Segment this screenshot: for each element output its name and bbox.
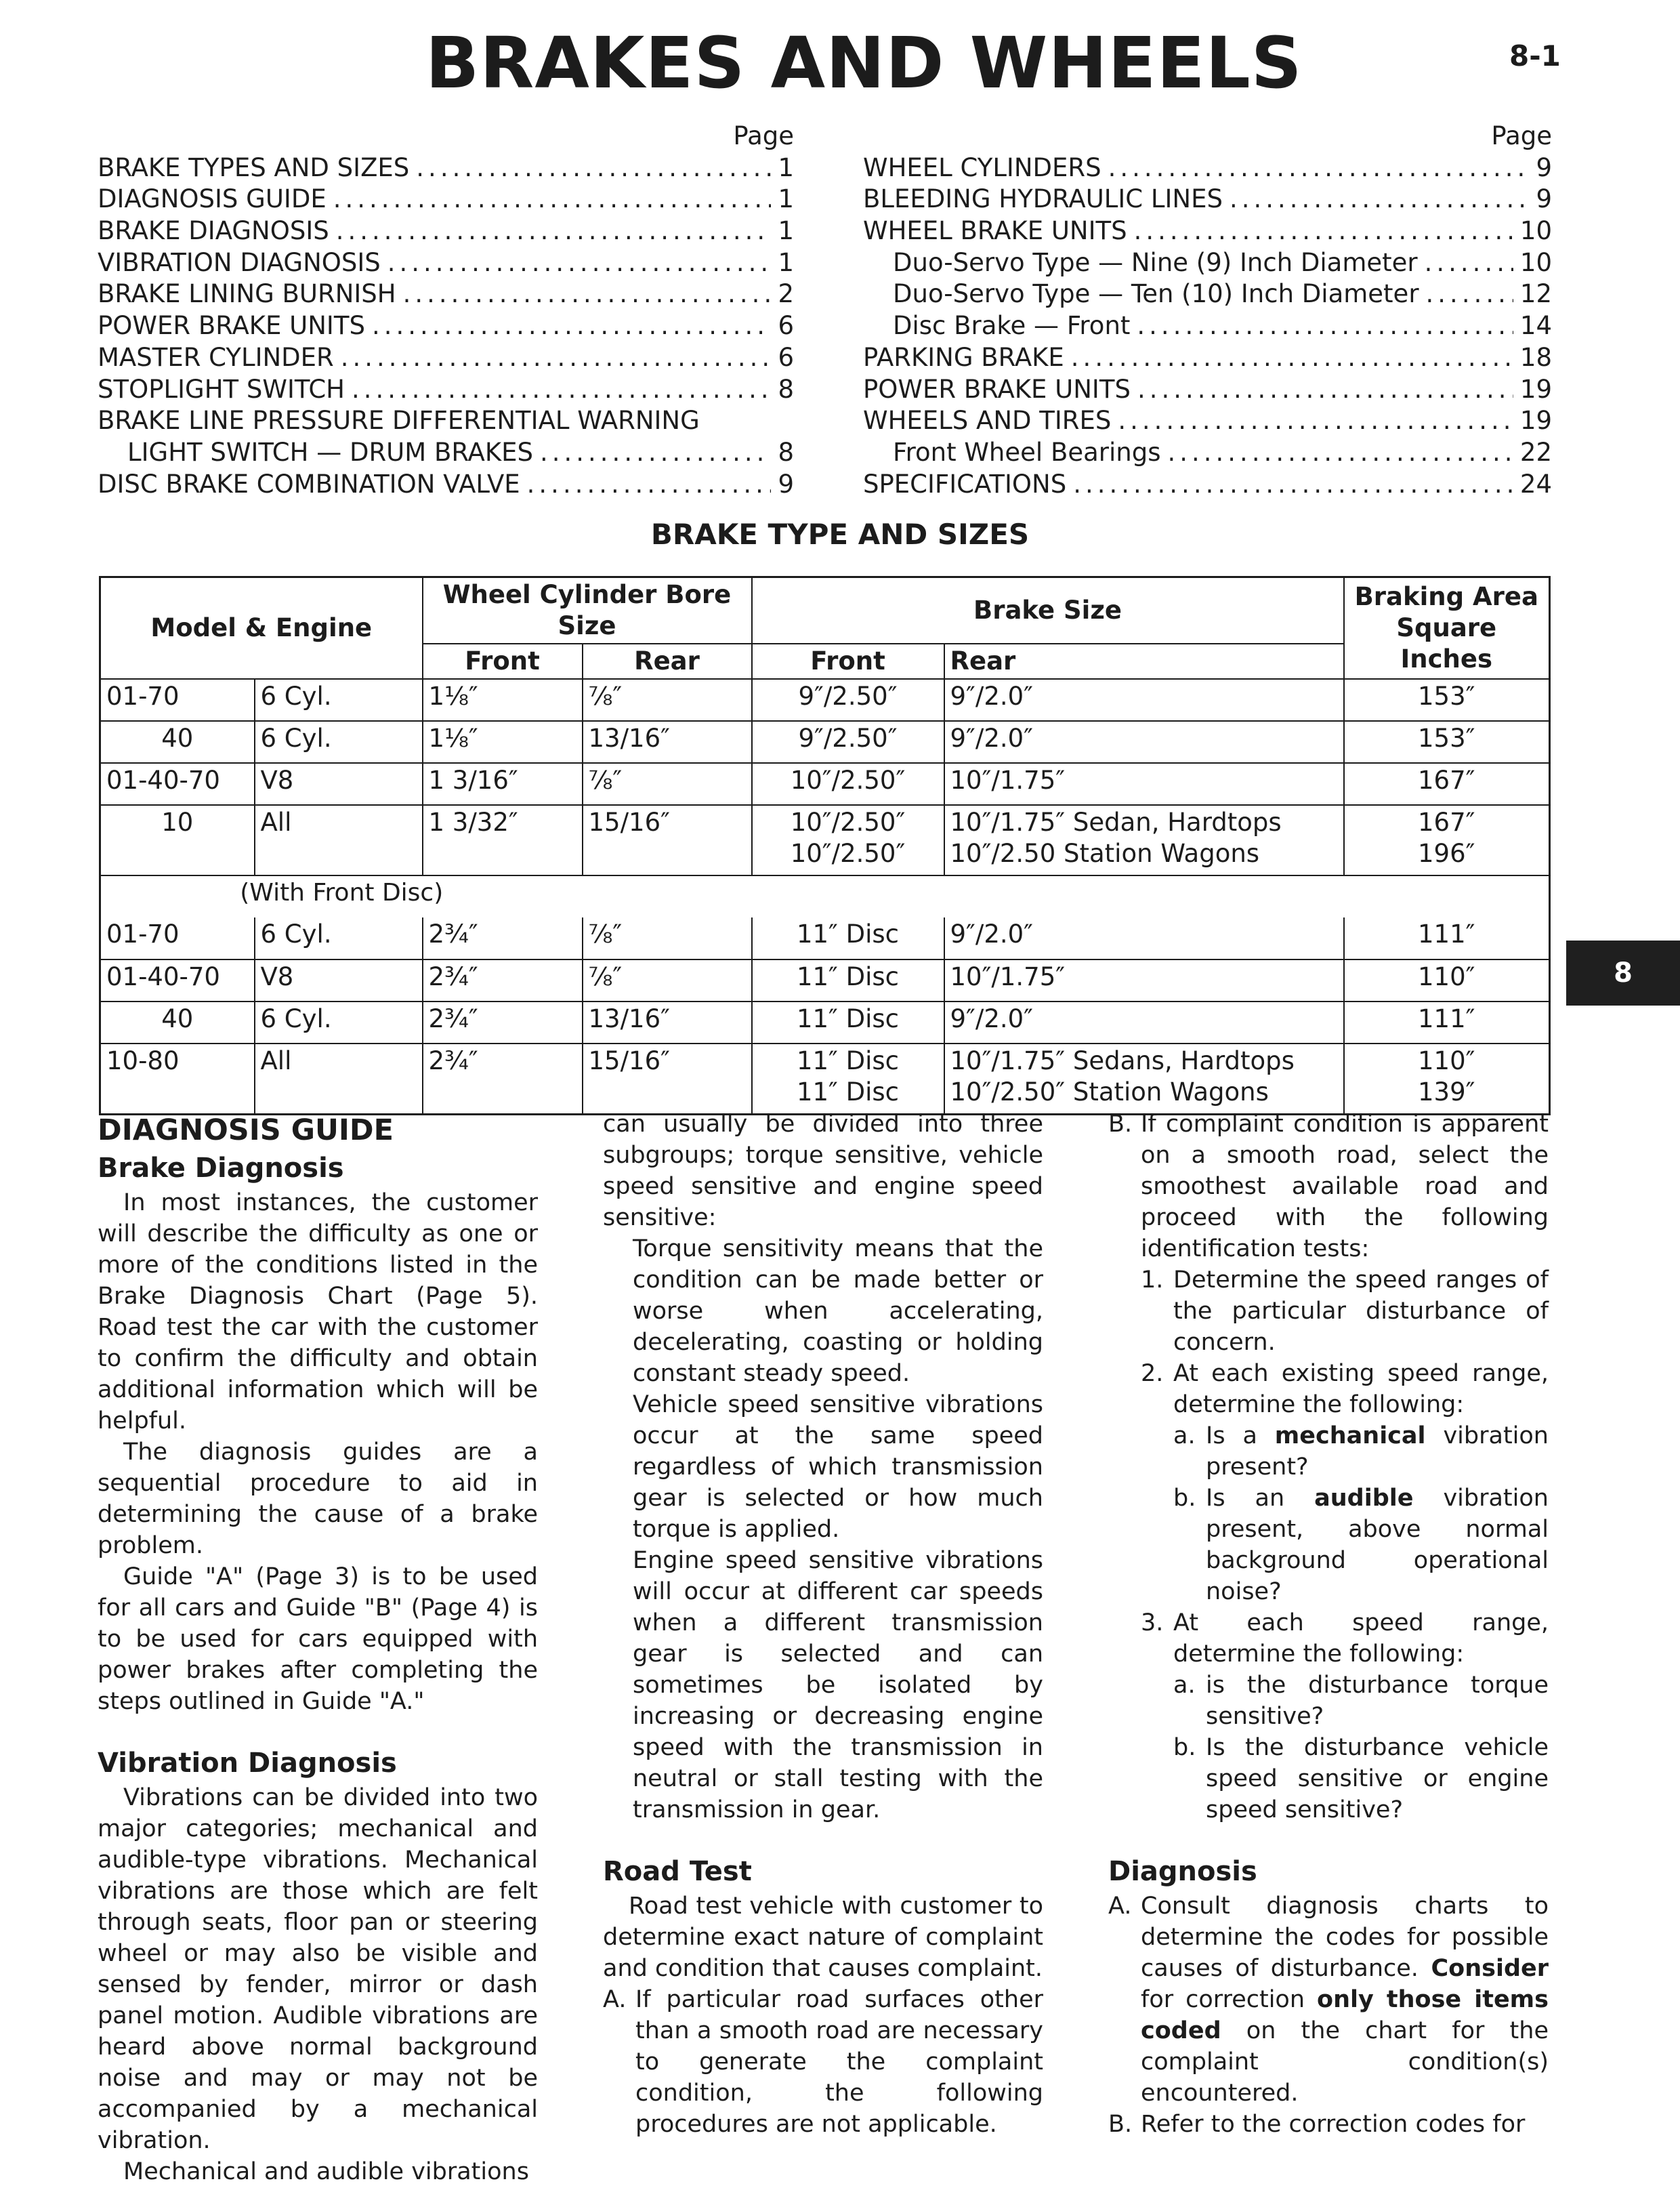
cell-bore-rear (583, 917, 752, 959)
cell-brake-front-text: 11″ Disc (796, 1004, 900, 1033)
cell-bore-front-text: 1⅛″ (428, 724, 478, 753)
cell-braking-area-text: 139″ (1418, 1077, 1475, 1107)
toc-entry[interactable] (98, 469, 794, 501)
cell-engine (255, 679, 423, 721)
cell-braking-area (1344, 959, 1550, 1002)
toc-entry[interactable] (863, 278, 1552, 310)
cell-brake-front-text: 11″ Disc (796, 920, 900, 949)
toc-entry-page: 1 (778, 152, 794, 182)
text-run-bold: mechanical (1274, 1422, 1426, 1449)
cell-braking-area-text: 153″ (1418, 724, 1475, 753)
cell-brake-rear (944, 959, 1344, 1002)
list-label: a. (1173, 1422, 1196, 1449)
toc-entry[interactable] (863, 310, 1552, 342)
toc-leader-dots (1425, 247, 1513, 279)
toc-leader-dots (540, 437, 771, 469)
toc-entry-page: 22 (1519, 437, 1552, 467)
toc-leader-dots (1137, 310, 1513, 342)
cell-brake-front-text: 11″ Disc (796, 1077, 900, 1107)
toc-entry-page: 19 (1519, 406, 1552, 436)
toc-entry-label: WHEEL BRAKE UNITS (863, 216, 1127, 246)
list-label: 2. (1141, 1360, 1164, 1387)
cell-bore-rear (583, 959, 752, 1002)
toc-entry-label: LIGHT SWITCH — DRUM BRAKES (127, 437, 533, 467)
cell-brake-rear (944, 1044, 1344, 1114)
cell-braking-area-text: 196″ (1418, 839, 1475, 868)
note-spacer (583, 875, 1550, 917)
body-column-1 (98, 1109, 538, 2187)
cell-braking-area (1344, 917, 1550, 959)
header-model-engine: Model & Engine (100, 577, 423, 680)
cell-braking-area-text: 153″ (1418, 682, 1475, 711)
cell-bore-rear-text: 15/16″ (588, 1046, 670, 1075)
cell-brake-front-text: 10″/2.50″ (790, 808, 906, 837)
toc-entry[interactable] (98, 247, 794, 279)
cell-bore-front (423, 1002, 583, 1044)
cell-model-text: 01-40-70 (106, 962, 220, 991)
cell-brake-rear-text: 9″/2.0″ (950, 920, 1033, 949)
list-text: Refer to the correction codes for (1141, 2111, 1526, 2138)
cell-brake-rear-text: 10″/1.75″ Sedans, Hardtops (950, 1046, 1295, 1075)
text-run-bold: only those items coded (1141, 1986, 1549, 2044)
table-row (100, 805, 1550, 875)
list-label: b. (1173, 1734, 1196, 1761)
cell-model (100, 1002, 255, 1044)
cell-model (100, 805, 255, 875)
list-text (1206, 1420, 1549, 1483)
list-item (1108, 1670, 1549, 1732)
text-run: vibration present? (1206, 1422, 1549, 1481)
toc-entry-page: 6 (778, 342, 794, 372)
paragraph: Mechanical and audible vibrations (123, 2158, 529, 2185)
toc-entry-page: 24 (1519, 469, 1552, 499)
section-heading-diagnosis-guide: DIAGNOSIS GUIDE (98, 1113, 394, 1147)
toc-leader-dots (416, 152, 771, 184)
list-item (1108, 1420, 1549, 1483)
toc-leader-dots (336, 215, 772, 247)
cell-braking-area (1344, 679, 1550, 721)
cell-model-text: 40 (161, 724, 194, 753)
text-run-bold: Consider (1431, 1955, 1549, 1982)
cell-braking-area-text: 110″ (1418, 1046, 1475, 1075)
cell-brake-rear (944, 917, 1344, 959)
header-brake-rear: Rear (944, 644, 1344, 679)
toc-entry-page: 9 (1536, 184, 1552, 214)
toc-leader-dots (1230, 184, 1529, 215)
cell-brake-rear-text: 10″/2.50″ Station Wagons (950, 1077, 1269, 1107)
toc-leader-dots (1137, 374, 1513, 406)
cell-bore-front (423, 805, 583, 875)
cell-model-text: 40 (161, 1004, 194, 1033)
toc-entry[interactable] (98, 184, 794, 215)
toc-entry-page: 6 (778, 311, 794, 341)
page-title: BRAKES AND WHEELS (425, 22, 1303, 104)
toc-entry[interactable] (98, 152, 794, 184)
list-item (603, 1984, 1043, 2140)
table-row (100, 1002, 1550, 1044)
toc-entry-label: WHEEL CYLINDERS (863, 152, 1101, 182)
toc-entry-label: PARKING BRAKE (863, 342, 1064, 372)
cell-engine-text: 6 Cyl. (260, 1004, 332, 1033)
cell-brake-front (752, 805, 944, 875)
cell-brake-rear (944, 805, 1344, 875)
cell-bore-rear (583, 679, 752, 721)
paragraph: Engine speed sensitive vibrations will occur at different car speeds when a different transmission gear is selected and can sometimes be isolated by increasing or decreasing engine speed with the transmission in neutral or stall testing with the transmission in gear. (633, 1547, 1043, 1823)
toc-entry[interactable] (98, 342, 794, 374)
body-column-2 (603, 1109, 1043, 2140)
cell-brake-rear-text: 9″/2.0″ (950, 682, 1033, 711)
cell-brake-front (752, 959, 944, 1002)
toc-page-heading: Page (1491, 121, 1552, 150)
disc-note: (With Front Disc) (100, 875, 583, 917)
section-tab[interactable]: 8 (1566, 941, 1680, 1006)
cell-bore-front (423, 679, 583, 721)
list-text: If particular road surfaces other than a smooth road are necessary to generate the complaint condition, the following procedures are not applicable. (635, 1986, 1043, 2138)
toc-entry-label: BLEEDING HYDRAULIC LINES (863, 184, 1223, 214)
toc-leader-dots (1426, 278, 1513, 310)
toc-entry-page: 8 (778, 437, 794, 467)
header-braking-area-line2: Square Inches (1396, 613, 1497, 674)
toc-leader-dots (341, 342, 772, 374)
cell-engine (255, 805, 423, 875)
toc-entry[interactable] (863, 374, 1552, 406)
cell-brake-front-text: 9″/2.50″ (798, 682, 898, 711)
table-row (100, 763, 1550, 805)
cell-braking-area-text: 167″ (1418, 808, 1475, 837)
cell-model-text: 01-70 (106, 682, 180, 711)
table-row (100, 679, 1550, 721)
toc-entry-page: 18 (1519, 342, 1552, 372)
toc-right (863, 121, 1552, 500)
cell-brake-rear (944, 1002, 1344, 1044)
cell-bore-rear-text: 15/16″ (588, 808, 670, 837)
cell-braking-area (1344, 805, 1550, 875)
toc-entry-page: 1 (778, 216, 794, 246)
cell-brake-rear-text: 9″/2.0″ (950, 724, 1033, 753)
cell-bore-rear (583, 1002, 752, 1044)
cell-braking-area-text: 167″ (1418, 766, 1475, 795)
cell-bore-rear (583, 805, 752, 875)
cell-engine (255, 763, 423, 805)
cell-bore-rear-text: ⅞″ (588, 766, 623, 795)
subheading-road-test: Road Test (603, 1856, 752, 1887)
cell-brake-front (752, 1044, 944, 1114)
cell-brake-rear (944, 721, 1344, 763)
toc-leader-dots (352, 374, 771, 406)
header-bore-size: Wheel Cylinder Bore Size (423, 577, 752, 644)
toc-entry[interactable] (98, 278, 794, 310)
toc-leader-dots (1071, 342, 1513, 374)
cell-brake-rear-text: 10″/1.75″ (950, 766, 1066, 795)
paragraph: In most instances, the customer will describe the difficulty as one or more of the conditions listed in the Brake Diagnosis Chart (Page 5). Road test the car with the customer to confirm the difficulty and obtain additional information which will be helpful. (98, 1189, 538, 1434)
cell-bore-front (423, 959, 583, 1002)
toc-entry[interactable] (98, 405, 794, 437)
cell-model (100, 959, 255, 1002)
toc-entry-label: BRAKE LINING BURNISH (98, 279, 396, 309)
toc-entry-label: Duo-Servo Type — Ten (10) Inch Diameter (893, 279, 1419, 309)
list-label: B. (1108, 1111, 1133, 1138)
list-label: a. (1173, 1672, 1196, 1699)
toc-entry-page: 14 (1519, 311, 1552, 341)
toc-entry[interactable] (863, 437, 1552, 469)
cell-model-text: 10 (161, 808, 194, 837)
list-item (1108, 1607, 1549, 1670)
cell-bore-front (423, 917, 583, 959)
text-run: vibration present, above normal background operational noise? (1206, 1485, 1549, 1605)
cell-bore-rear-text: ⅞″ (588, 920, 623, 949)
table-title: BRAKE TYPE AND SIZES (650, 518, 1030, 551)
list-item (1108, 2109, 1549, 2140)
toc-entry-page: 8 (778, 374, 794, 404)
toc-entry-page: 1 (778, 247, 794, 277)
cell-engine-text: 6 Cyl. (260, 920, 332, 949)
toc-entry[interactable] (863, 469, 1552, 501)
toc-entry-label: STOPLIGHT SWITCH (98, 374, 345, 404)
cell-engine-text: All (260, 1046, 292, 1075)
cell-bore-rear (583, 721, 752, 763)
cell-brake-front (752, 679, 944, 721)
cell-brake-front (752, 763, 944, 805)
cell-bore-rear-text: 13/16″ (588, 1004, 670, 1033)
text-run: Is an (1206, 1485, 1315, 1512)
list-item (1108, 1483, 1549, 1607)
list-label: 1. (1141, 1266, 1164, 1294)
cell-brake-rear-text: 10″/1.75″ Sedan, Hardtops (950, 808, 1282, 837)
toc-entry[interactable] (98, 374, 794, 406)
cell-bore-rear-text: ⅞″ (588, 682, 623, 711)
cell-brake-front-text: 11″ Disc (796, 1046, 900, 1075)
toc-entry-label: Duo-Servo Type — Nine (9) Inch Diameter (893, 247, 1418, 277)
toc-entry[interactable] (863, 405, 1552, 437)
toc-entry-page: 1 (778, 184, 794, 214)
toc-page-heading: Page (733, 121, 794, 150)
table-row-note (100, 875, 1550, 917)
paragraph: Road test vehicle with customer to determine exact nature of complaint and condition that causes complaint. (603, 1893, 1043, 1982)
cell-brake-front-text: 10″/2.50″ (790, 766, 906, 795)
paragraph: can usually be divided into three subgroups; torque sensitive, vehicle speed sensitive and engine speed sensitive: (603, 1111, 1043, 1231)
cell-braking-area-text: 111″ (1418, 1004, 1475, 1033)
cell-bore-front-text: 1⅛″ (428, 682, 478, 711)
toc-left (98, 121, 794, 500)
cell-brake-rear-text: 10″/1.75″ (950, 962, 1066, 991)
cell-brake-front (752, 917, 944, 959)
toc-leader-dots (403, 278, 772, 310)
list-text: Determine the speed ranges of the particular disturbance of concern. (1173, 1266, 1549, 1356)
cell-brake-rear (944, 679, 1344, 721)
toc-leader-dots (1073, 469, 1513, 501)
cell-engine-text: All (260, 808, 292, 837)
toc-entry-page: 10 (1519, 247, 1552, 277)
cell-model-text: 10-80 (106, 1046, 180, 1075)
toc-entry-page: 2 (778, 279, 794, 309)
toc-entry-label: POWER BRAKE UNITS (98, 311, 365, 341)
paragraph: Torque sensitivity means that the condition can be made better or worse when accelerating, decelerating, coasting or holding constant steady speed. (633, 1235, 1043, 1387)
list-label: b. (1173, 1485, 1196, 1512)
cell-brake-front (752, 1002, 944, 1044)
list-text: Is the disturbance vehicle speed sensitive or engine speed sensitive? (1206, 1734, 1549, 1823)
paragraph: Vibrations can be divided into two major categories; mechanical and audible-type vibrations. Mechanical vibrations are those which are felt through seats, floor pan or steering wheel or may also be visible and sensed by fender, mirror or dash panel motion. Audible vibrations are heard above normal background noise and may or may not be accompanied by a mechanical vibration. (98, 1784, 538, 2154)
cell-bore-front (423, 721, 583, 763)
toc-entry-page: 12 (1519, 279, 1552, 309)
cell-bore-rear-text: ⅞″ (588, 962, 623, 991)
toc-entry-page: 9 (778, 469, 794, 499)
toc-leader-dots (1167, 437, 1513, 469)
cell-model-text: 01-70 (106, 920, 180, 949)
toc-entry[interactable] (863, 247, 1552, 279)
toc-entry[interactable] (863, 342, 1552, 374)
text-run: for correction (1141, 1986, 1318, 2013)
cell-model (100, 917, 255, 959)
text-run-bold: audible (1314, 1485, 1414, 1512)
list-item (1108, 1732, 1549, 1825)
toc-entry[interactable] (863, 215, 1552, 247)
list-text (1141, 1891, 1549, 2109)
cell-brake-front-text: 9″/2.50″ (798, 724, 898, 753)
cell-braking-area-text: 111″ (1418, 920, 1475, 949)
toc-entry-label: Front Wheel Bearings (893, 437, 1161, 467)
cell-bore-front-text: 2¾″ (428, 1046, 478, 1075)
cell-engine (255, 959, 423, 1002)
paragraph: The diagnosis guides are a sequential procedure to aid in determining the cause of a brake problem. (98, 1439, 538, 1559)
cell-brake-front (752, 721, 944, 763)
table-row (100, 917, 1550, 959)
toc-leader-dots (1108, 152, 1530, 184)
cell-bore-front-text: 1 3/32″ (428, 808, 518, 837)
cell-engine (255, 721, 423, 763)
cell-braking-area (1344, 721, 1550, 763)
header-braking-area (1344, 577, 1550, 680)
list-item (1108, 1891, 1549, 2109)
cell-model (100, 679, 255, 721)
list-item (1108, 1264, 1549, 1358)
subheading-vibration-diagnosis: Vibration Diagnosis (98, 1748, 397, 1779)
toc-entry-label: BRAKE DIAGNOSIS (98, 216, 329, 246)
cell-engine (255, 1044, 423, 1114)
subheading-brake-diagnosis: Brake Diagnosis (98, 1153, 344, 1184)
toc-entry-label: DIAGNOSIS GUIDE (98, 184, 327, 214)
cell-bore-rear (583, 1044, 752, 1114)
cell-engine (255, 917, 423, 959)
body-column-3 (1108, 1109, 1549, 2140)
cell-model-text: 01-40-70 (106, 766, 220, 795)
cell-brake-rear-text: 10″/2.50 Station Wagons (950, 839, 1260, 868)
toc-entry[interactable] (98, 215, 794, 247)
toc-entry-label: Disc Brake — Front (893, 311, 1131, 341)
cell-engine-text: 6 Cyl. (260, 724, 332, 753)
toc-entry-page: 10 (1519, 216, 1552, 246)
cell-engine-text: V8 (260, 962, 294, 991)
toc-entry[interactable] (98, 310, 794, 342)
text-run: on the chart for the complaint condition(s) encountered. (1141, 2017, 1549, 2107)
cell-brake-rear (944, 763, 1344, 805)
toc-leader-dots (372, 310, 772, 342)
list-text: At each existing speed range, determine the following: (1173, 1360, 1549, 1418)
paragraph: Vehicle speed sensitive vibrations occur at the same speed regardless of which transmission gear is selected or how much torque is applied. (633, 1391, 1043, 1543)
table-row (100, 1044, 1550, 1114)
table-row (100, 721, 1550, 763)
list-text: If complaint condition is apparent on a smooth road, select the smoothest available road and proceed with the following identification tests: (1141, 1111, 1549, 1262)
subheading-diagnosis: Diagnosis (1108, 1856, 1257, 1887)
toc-leader-dots (1118, 405, 1513, 437)
text-run: Is a (1206, 1422, 1275, 1449)
toc-entry[interactable] (863, 152, 1552, 184)
cell-braking-area (1344, 1002, 1550, 1044)
toc-entry-label: WHEELS AND TIRES (863, 406, 1112, 436)
cell-brake-front-text: 10″/2.50″ (790, 839, 906, 868)
list-text (1206, 1483, 1549, 1607)
toc-entry-label: POWER BRAKE UNITS (863, 374, 1131, 404)
text-run: Consult diagnosis charts to determine the codes for possible causes of disturbance. (1141, 1893, 1549, 1982)
list-text: At each speed range, determine the following: (1173, 1609, 1549, 1668)
header-bore-rear: Rear (583, 644, 752, 679)
list-text: is the disturbance torque sensitive? (1206, 1672, 1549, 1730)
toc-entry-label: MASTER CYLINDER (98, 342, 334, 372)
cell-bore-front-text: 2¾″ (428, 920, 478, 949)
toc-entry[interactable] (98, 437, 794, 469)
cell-bore-front-text: 2¾″ (428, 1004, 478, 1033)
paragraph: Guide "A" (Page 3) is to be used for all cars and Guide "B" (Page 4) is to be used for cars equipped with power brakes after completing the steps outlined in Guide "A." (98, 1563, 538, 1715)
toc-entry-label: BRAKE TYPES AND SIZES (98, 152, 410, 182)
cell-braking-area-text: 110″ (1418, 962, 1475, 991)
cell-brake-front-text: 11″ Disc (796, 962, 900, 991)
header-brake-size: Brake Size (752, 577, 1344, 644)
header-bore-front: Front (423, 644, 583, 679)
cell-bore-front-text: 2¾″ (428, 962, 478, 991)
cell-engine-text: V8 (260, 766, 294, 795)
toc-entry-label: DISC BRAKE COMBINATION VALVE (98, 469, 520, 499)
cell-bore-front-text: 1 3/16″ (428, 766, 518, 795)
cell-model (100, 721, 255, 763)
header-brake-front: Front (752, 644, 944, 679)
cell-braking-area (1344, 763, 1550, 805)
cell-braking-area (1344, 1044, 1550, 1114)
table-row (100, 959, 1550, 1002)
list-item (1108, 1109, 1549, 1264)
cell-model (100, 763, 255, 805)
list-label: 3. (1141, 1609, 1164, 1636)
cell-brake-rear-text: 9″/2.0″ (950, 1004, 1033, 1033)
cell-bore-rear-text: 13/16″ (588, 724, 670, 753)
toc-entry-page: 19 (1519, 374, 1552, 404)
toc-entry[interactable] (863, 184, 1552, 215)
list-label: B. (1108, 2111, 1133, 2138)
cell-bore-front (423, 1044, 583, 1114)
toc-leader-dots (1134, 215, 1513, 247)
cell-bore-rear (583, 763, 752, 805)
cell-engine-text: 6 Cyl. (260, 682, 332, 711)
cell-model (100, 1044, 255, 1114)
toc-entry-label: BRAKE LINE PRESSURE DIFFERENTIAL WARNING (98, 406, 700, 436)
cell-bore-front (423, 763, 583, 805)
toc-leader-dots (527, 469, 772, 501)
page-number: 8-1 (1509, 39, 1561, 73)
toc-entry-label: VIBRATION DIAGNOSIS (98, 247, 381, 277)
list-label: A. (1108, 1893, 1132, 1920)
list-label: A. (603, 1986, 627, 2013)
toc-entry-label: SPECIFICATIONS (863, 469, 1067, 499)
brake-sizes-table (99, 576, 1551, 1115)
list-item (1108, 1358, 1549, 1420)
toc-leader-dots (333, 184, 772, 215)
cell-engine (255, 1002, 423, 1044)
toc-leader-dots (387, 247, 772, 279)
toc-entry-page: 9 (1536, 152, 1552, 182)
header-braking-area-line1: Braking Area (1354, 582, 1538, 611)
